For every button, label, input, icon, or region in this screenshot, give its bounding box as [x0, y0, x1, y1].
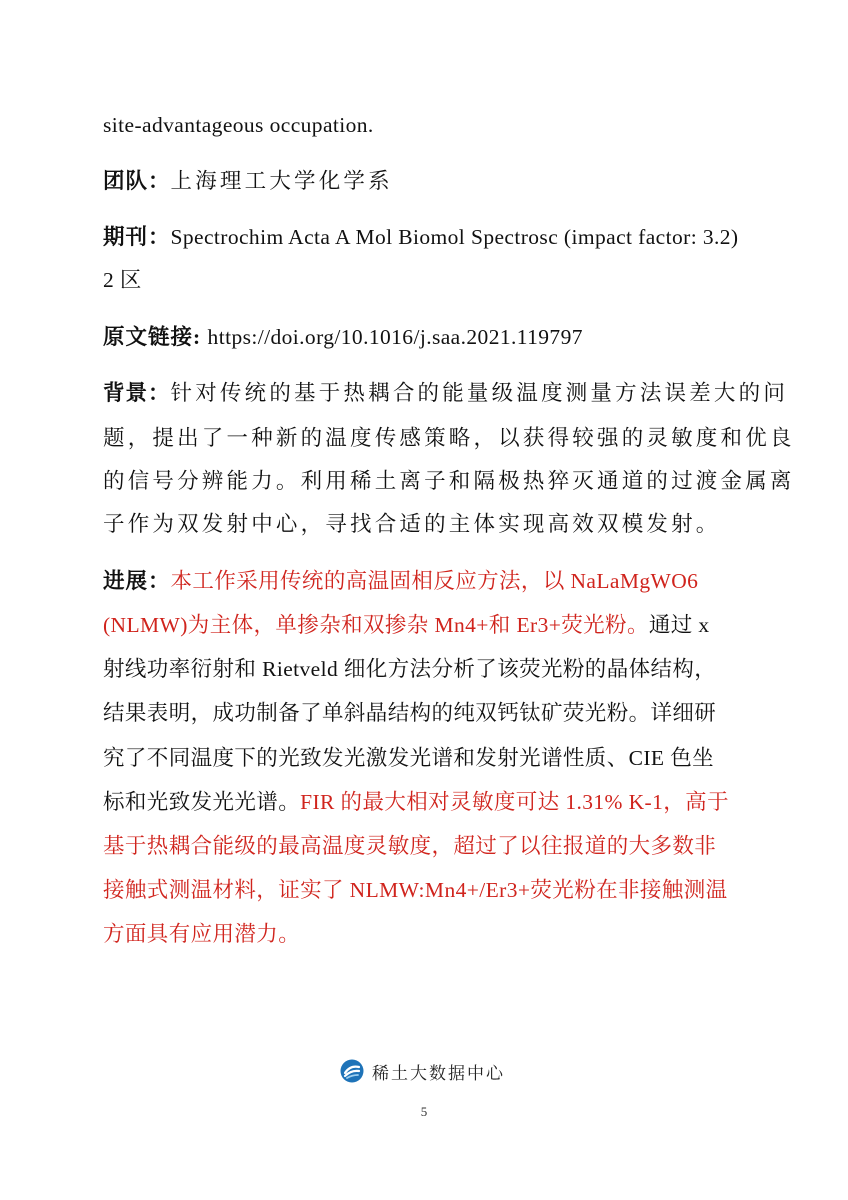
rare-earth-logo-icon [340, 1059, 364, 1083]
journal-line [103, 222, 753, 252]
progress-line-8: 接触式测温材料，证实了 NLMW:Mn4+/Er3+荧光粉在非接触测温 [103, 878, 728, 902]
footer-logo-text: 稀土大数据中心 [372, 1063, 505, 1084]
footer-logo [340, 1056, 505, 1086]
background-line-1: 背景：针对传统的基于热耦合的能量级温度测量方法误差大的问 [103, 381, 789, 405]
team-label: 团队： [103, 169, 171, 193]
background-line-3: 的信号分辨能力。利用稀土离子和隔极热猝灭通道的过渡金属离 [103, 469, 795, 493]
progress-line-9: 方面具有应用潜力。 [103, 922, 301, 946]
progress-line-3: 射线功率衍射和 Rietveld 细化方法分析了该荧光粉的晶体结构， [103, 657, 717, 681]
progress-line-5: 究了不同温度下的光致发光激发光谱和发射光谱性质、CIE 色坐 [103, 746, 715, 770]
doi-link[interactable]: https://doi.org/10.1016/j.saa.2021.119797 [207, 325, 583, 349]
progress-line-4: 结果表明，成功制备了单斜晶结构的纯双钙钛矿荧光粉。详细研 [103, 701, 717, 725]
progress-line-1: 进展：本工作采用传统的高温固相反应方法，以 NaLaMgWO6 [103, 569, 699, 593]
background-label: 背景： [103, 381, 171, 405]
background-line-4: 子作为双发射中心，寻找合适的主体实现高效双模发射。 [103, 512, 721, 536]
progress-line-6: 标和光致发光光谱。FIR 的最大相对灵敏度可达 1.31% K-1，高于 [103, 790, 729, 814]
team-line [103, 166, 753, 196]
link-line [103, 322, 753, 352]
journal-label: 期刊： [103, 225, 171, 249]
link-label: 原文链接: [103, 325, 208, 349]
continued-sentence: site-advantageous occupation. [103, 113, 374, 137]
journal-value: Spectrochim Acta A Mol Biomol Spectrosc (impact factor: 3.2) [170, 225, 739, 249]
journal-zone: 2 区 [103, 268, 142, 292]
progress-line-7: 基于热耦合能级的最高温度灵敏度，超过了以往报道的大多数非 [103, 834, 717, 858]
team-value: 上海理工大学化学系 [170, 169, 393, 193]
progress-label: 进展： [103, 569, 171, 593]
background-line-2: 题，提出了一种新的温度传感策略，以获得较强的灵敏度和优良 [103, 426, 795, 450]
page-number: 5 [420, 1104, 428, 1119]
progress-line-2: (NLMW)为主体，单掺杂和双掺杂 Mn4+和 Er3+荧光粉。通过 x [103, 613, 710, 637]
